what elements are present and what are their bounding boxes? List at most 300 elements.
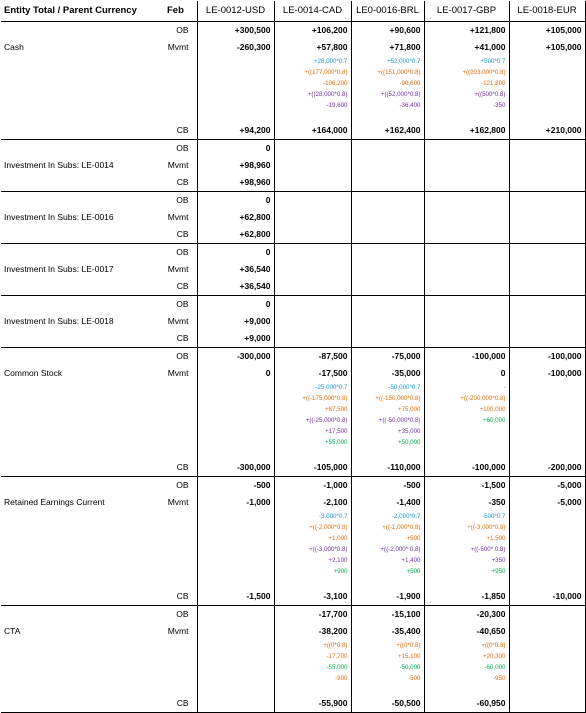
calculation-cell — [197, 393, 274, 404]
value-cell: +164,000 — [274, 122, 351, 140]
calculation-cell: +((-3,000*0.8) — [274, 544, 351, 555]
account-name — [1, 477, 164, 495]
account-name: Investment In Subs: LE-0014 — [4, 160, 114, 170]
value-cell: -17,700 — [274, 606, 351, 624]
value-cell: +9,000 — [197, 330, 274, 348]
value-cell: -3,100 — [274, 588, 351, 606]
value-cell: -300,000 — [197, 348, 274, 366]
value-cell: -50,500 — [351, 695, 424, 713]
calculation-cell — [509, 673, 585, 684]
table-row — [1, 313, 585, 330]
calculation-cell: -55,000 — [274, 662, 351, 673]
entity-column-header: LE-0012-USD — [197, 1, 274, 22]
value-cell — [274, 330, 351, 348]
row-type-label: OB — [176, 195, 189, 205]
value-cell: -100,000 — [424, 348, 509, 366]
value-cell: -500 — [351, 477, 424, 495]
value-cell — [509, 157, 585, 174]
row-type-label: CB — [164, 226, 197, 244]
calculation-cell — [509, 404, 585, 415]
calculation-cell — [197, 662, 274, 673]
value-cell — [351, 226, 424, 244]
empty-cell — [1, 640, 164, 651]
value-cell — [509, 209, 585, 226]
empty-cell — [424, 577, 509, 588]
value-cell — [197, 623, 274, 640]
calculation-row — [1, 56, 585, 67]
entity-column-header: LE-0014-CAD — [274, 1, 351, 22]
calculation-cell: +((500*0.8) — [424, 89, 509, 100]
value-cell — [509, 695, 585, 713]
value-cell — [424, 313, 509, 330]
value-cell — [351, 278, 424, 296]
row-type-label: OB — [176, 247, 189, 257]
value-cell — [351, 174, 424, 192]
table-row — [1, 606, 585, 624]
empty-cell — [164, 78, 197, 89]
calculation-cell — [509, 89, 585, 100]
value-cell: +105,000 — [509, 22, 585, 40]
calculation-cell: +35,000 — [351, 426, 424, 437]
empty-cell — [274, 111, 351, 122]
account-name — [1, 226, 164, 244]
empty-cell — [1, 522, 164, 533]
value-cell — [424, 157, 509, 174]
empty-cell — [1, 673, 164, 684]
empty-cell — [164, 555, 197, 566]
empty-cell — [424, 111, 509, 122]
calculation-cell — [509, 566, 585, 577]
calculation-cell — [509, 533, 585, 544]
calculation-cell — [509, 437, 585, 448]
table-row — [1, 192, 585, 210]
calculation-cell: +2,100 — [274, 555, 351, 566]
row-type-label: CB — [164, 459, 197, 477]
value-cell — [274, 278, 351, 296]
calculation-cell — [197, 511, 274, 522]
spacer-row — [1, 448, 585, 459]
value-cell — [509, 330, 585, 348]
table-row — [1, 348, 585, 366]
value-cell: +94,200 — [197, 122, 274, 140]
calculation-cell — [509, 415, 585, 426]
period-header: Feb — [164, 1, 197, 22]
calculation-cell: +28,000*0.7 — [274, 56, 351, 67]
calculation-cell: -25,000*0.7 — [274, 382, 351, 393]
empty-cell — [1, 382, 164, 393]
row-type-label: OB — [176, 609, 189, 619]
value-cell: -35,000 — [351, 365, 424, 382]
consolidation-table — [1, 1, 586, 713]
value-cell — [197, 695, 274, 713]
row-type-label: OB — [176, 25, 189, 35]
calculation-row — [1, 100, 585, 111]
account-name: Investment In Subs: LE-0016 — [4, 212, 114, 222]
value-cell — [274, 192, 351, 210]
value-cell — [424, 296, 509, 314]
value-cell: +36,540 — [197, 278, 274, 296]
table-row — [1, 330, 585, 348]
calculation-cell — [509, 78, 585, 89]
calculation-cell — [509, 651, 585, 662]
value-cell: -1,400 — [351, 494, 424, 511]
table-row — [1, 39, 585, 56]
calculation-cell — [509, 382, 585, 393]
calculation-cell: +52,000*0.7 — [351, 56, 424, 67]
value-cell: +106,200 — [274, 22, 351, 40]
row-type-label: Mvmt — [167, 626, 189, 636]
empty-cell — [197, 684, 274, 695]
calculation-cell: +((0*0.8) — [274, 640, 351, 651]
calculation-cell: -50,000*0.7 — [351, 382, 424, 393]
row-type-label: Mvmt — [167, 264, 189, 274]
calculation-cell: +87,500 — [274, 404, 351, 415]
table-row — [1, 261, 585, 278]
calculation-cell: +((-2,000* 0.8) — [351, 544, 424, 555]
value-cell — [351, 330, 424, 348]
value-cell — [351, 192, 424, 210]
account-name — [1, 695, 164, 713]
table-row — [1, 226, 585, 244]
empty-cell — [1, 67, 164, 78]
calculation-row — [1, 89, 585, 100]
account-name — [1, 459, 164, 477]
calculation-cell: -36,400 — [351, 100, 424, 111]
value-cell — [509, 174, 585, 192]
account-name: Investment In Subs: LE-0018 — [4, 316, 114, 326]
value-cell — [424, 278, 509, 296]
value-cell: -10,000 — [509, 588, 585, 606]
calculation-cell: +((28,000*0.8) — [274, 89, 351, 100]
calculation-cell: -106,200 — [274, 78, 351, 89]
calculation-row — [1, 673, 585, 684]
value-cell — [424, 192, 509, 210]
row-type-label: OB — [176, 480, 189, 490]
calculation-cell — [509, 522, 585, 533]
empty-cell — [1, 404, 164, 415]
empty-cell — [164, 577, 197, 588]
value-cell: +90,600 — [351, 22, 424, 40]
account-name — [1, 192, 164, 210]
table-row — [1, 140, 585, 158]
calculation-cell: -900 — [274, 673, 351, 684]
empty-cell — [1, 415, 164, 426]
row-type-label: Mvmt — [167, 212, 189, 222]
value-cell — [509, 278, 585, 296]
empty-cell — [164, 382, 197, 393]
calculation-cell — [509, 393, 585, 404]
account-name — [1, 140, 164, 158]
account-name — [1, 174, 164, 192]
calculation-cell: +((-3,000*0.8) — [424, 522, 509, 533]
value-cell: 0 — [424, 365, 509, 382]
value-cell — [351, 140, 424, 158]
calculation-cell — [197, 673, 274, 684]
value-cell: -87,500 — [274, 348, 351, 366]
value-cell — [274, 157, 351, 174]
row-type-label: Mvmt — [167, 42, 189, 52]
calculation-row — [1, 522, 585, 533]
value-cell — [351, 261, 424, 278]
value-cell: -2,100 — [274, 494, 351, 511]
calculation-cell: -121,800 — [424, 78, 509, 89]
value-cell: -260,300 — [197, 39, 274, 56]
value-cell: +98,960 — [197, 174, 274, 192]
value-cell — [509, 192, 585, 210]
calculation-cell — [197, 78, 274, 89]
calculation-cell — [509, 555, 585, 566]
value-cell: -5,000 — [509, 477, 585, 495]
calculation-cell — [197, 566, 274, 577]
empty-cell — [1, 651, 164, 662]
empty-cell — [164, 511, 197, 522]
account-name — [1, 278, 164, 296]
value-cell — [509, 140, 585, 158]
table-row — [1, 22, 585, 40]
calculation-cell: - — [424, 382, 509, 393]
row-type-label: CB — [164, 174, 197, 192]
calculation-cell: +((0*0.8) — [351, 640, 424, 651]
empty-cell — [1, 684, 164, 695]
empty-cell — [164, 426, 197, 437]
empty-cell — [1, 393, 164, 404]
value-cell: +57,800 — [274, 39, 351, 56]
calculation-cell: +((-25,000*0.8) — [274, 415, 351, 426]
calculation-cell: +1,400 — [351, 555, 424, 566]
empty-cell — [274, 684, 351, 695]
row-type-label: OB — [176, 351, 189, 361]
empty-cell — [351, 448, 424, 459]
empty-cell — [1, 662, 164, 673]
calculation-row — [1, 651, 585, 662]
empty-cell — [164, 111, 197, 122]
empty-cell — [424, 448, 509, 459]
table-row — [1, 209, 585, 226]
account-name: Investment In Subs: LE-0017 — [4, 264, 114, 274]
calculation-cell: -3,000*0.7 — [274, 511, 351, 522]
row-type-label: OB — [176, 299, 189, 309]
calculation-cell: +950 — [424, 566, 509, 577]
value-cell: -75,000 — [351, 348, 424, 366]
empty-cell — [424, 684, 509, 695]
calculation-cell — [197, 544, 274, 555]
table-row — [1, 494, 585, 511]
empty-cell — [164, 404, 197, 415]
calculation-cell — [197, 437, 274, 448]
value-cell: -17,500 — [274, 365, 351, 382]
value-cell — [509, 606, 585, 624]
value-cell — [424, 140, 509, 158]
account-name — [1, 348, 164, 366]
row-type-label: CB — [164, 695, 197, 713]
calculation-row — [1, 67, 585, 78]
empty-cell — [1, 100, 164, 111]
calculation-cell: +((-1,000*0.8) — [351, 522, 424, 533]
empty-cell — [197, 577, 274, 588]
value-cell — [197, 606, 274, 624]
value-cell: +210,000 — [509, 122, 585, 140]
empty-cell — [509, 448, 585, 459]
empty-cell — [1, 437, 164, 448]
value-cell: 0 — [197, 365, 274, 382]
calculation-cell: -50,000 — [351, 662, 424, 673]
empty-cell — [1, 577, 164, 588]
value-cell — [424, 174, 509, 192]
calculation-row — [1, 426, 585, 437]
row-type-label: Mvmt — [167, 160, 189, 170]
table-row — [1, 477, 585, 495]
calculation-row — [1, 533, 585, 544]
value-cell: -500 — [197, 477, 274, 495]
empty-cell — [1, 448, 164, 459]
value-cell — [274, 140, 351, 158]
empty-cell — [1, 111, 164, 122]
value-cell: +162,400 — [351, 122, 424, 140]
empty-cell — [164, 89, 197, 100]
empty-cell — [164, 533, 197, 544]
value-cell: -100,000 — [509, 348, 585, 366]
table-row — [1, 588, 585, 606]
calculation-cell: -500*0.7 — [424, 511, 509, 522]
calculation-cell: +500*0.7 — [424, 56, 509, 67]
value-cell: -200,000 — [509, 459, 585, 477]
calculation-cell: +((-2,000*0.8) — [274, 522, 351, 533]
empty-cell — [164, 448, 197, 459]
calculation-cell — [424, 426, 509, 437]
value-cell: +300,500 — [197, 22, 274, 40]
empty-cell — [351, 577, 424, 588]
value-cell: +121,800 — [424, 22, 509, 40]
account-name — [1, 122, 164, 140]
calculation-cell: -60,000 — [424, 662, 509, 673]
empty-cell — [509, 684, 585, 695]
calculation-cell: -2,000*0.7 — [351, 511, 424, 522]
empty-cell — [509, 111, 585, 122]
value-cell — [509, 261, 585, 278]
calculation-row — [1, 555, 585, 566]
table-body — [1, 22, 585, 713]
row-type-label: Mvmt — [167, 368, 189, 378]
calculation-cell — [197, 56, 274, 67]
account-name — [1, 330, 164, 348]
row-type-label: Mvmt — [167, 316, 189, 326]
empty-cell — [164, 522, 197, 533]
value-cell — [509, 226, 585, 244]
calculation-cell — [509, 662, 585, 673]
value-cell — [274, 261, 351, 278]
calculation-cell — [197, 533, 274, 544]
value-cell: +162,800 — [424, 122, 509, 140]
value-cell: -15,100 — [351, 606, 424, 624]
value-cell — [274, 296, 351, 314]
table-row — [1, 365, 585, 382]
value-cell: -55,900 — [274, 695, 351, 713]
row-type-label: CB — [164, 330, 197, 348]
empty-cell — [164, 566, 197, 577]
calculation-row — [1, 78, 585, 89]
value-cell — [424, 261, 509, 278]
empty-cell — [164, 393, 197, 404]
empty-cell — [197, 448, 274, 459]
empty-cell — [1, 56, 164, 67]
calculation-cell — [197, 640, 274, 651]
row-type-label: Mvmt — [167, 497, 189, 507]
calculation-cell: +20,300 — [424, 651, 509, 662]
calculation-cell — [197, 89, 274, 100]
empty-cell — [197, 111, 274, 122]
calculation-row — [1, 393, 585, 404]
calculation-cell: +((-500* 0.8) — [424, 544, 509, 555]
calculation-cell — [509, 544, 585, 555]
value-cell — [351, 209, 424, 226]
empty-cell — [351, 684, 424, 695]
value-cell: 0 — [197, 296, 274, 314]
calculation-cell: +50,000 — [351, 437, 424, 448]
calculation-row — [1, 404, 585, 415]
table-row — [1, 278, 585, 296]
value-cell — [274, 209, 351, 226]
table-row — [1, 122, 585, 140]
value-cell — [509, 244, 585, 262]
value-cell — [351, 244, 424, 262]
empty-cell — [1, 566, 164, 577]
calculation-cell: -950 — [424, 673, 509, 684]
empty-cell — [274, 577, 351, 588]
value-cell — [351, 313, 424, 330]
calculation-row — [1, 382, 585, 393]
value-cell: -1,000 — [197, 494, 274, 511]
empty-cell — [351, 111, 424, 122]
calculation-cell — [509, 511, 585, 522]
calculation-row — [1, 544, 585, 555]
calculation-cell — [509, 56, 585, 67]
value-cell: -40,650 — [424, 623, 509, 640]
calculation-cell — [509, 640, 585, 651]
calculation-cell — [197, 522, 274, 533]
account-name: Common Stock — [4, 368, 63, 378]
table-row — [1, 459, 585, 477]
calculation-row — [1, 415, 585, 426]
calculation-cell: +350 — [424, 555, 509, 566]
calculation-cell: -350 — [424, 100, 509, 111]
value-cell — [424, 244, 509, 262]
value-cell: -110,000 — [351, 459, 424, 477]
empty-cell — [164, 437, 197, 448]
value-cell — [424, 209, 509, 226]
calculation-cell: +((-175,000*0.8) — [274, 393, 351, 404]
value-cell — [274, 226, 351, 244]
calculation-cell — [197, 382, 274, 393]
calculation-cell: +((52,000*0.8) — [351, 89, 424, 100]
calculation-row — [1, 511, 585, 522]
row-type-label: CB — [164, 278, 197, 296]
calculation-cell — [197, 555, 274, 566]
value-cell: -100,000 — [424, 459, 509, 477]
calculation-cell: -19,600 — [274, 100, 351, 111]
spacer-row — [1, 577, 585, 588]
account-name — [1, 22, 164, 40]
empty-cell — [1, 78, 164, 89]
calculation-cell: +((-200,000*0.8) — [424, 393, 509, 404]
value-cell: +9,000 — [197, 313, 274, 330]
calculation-cell — [197, 426, 274, 437]
empty-cell — [164, 415, 197, 426]
account-name — [1, 296, 164, 314]
entity-column-header: LE-0018-EUR — [509, 1, 585, 22]
calculation-cell: +((203,000*0.8) — [424, 67, 509, 78]
value-cell — [424, 330, 509, 348]
empty-cell — [164, 67, 197, 78]
